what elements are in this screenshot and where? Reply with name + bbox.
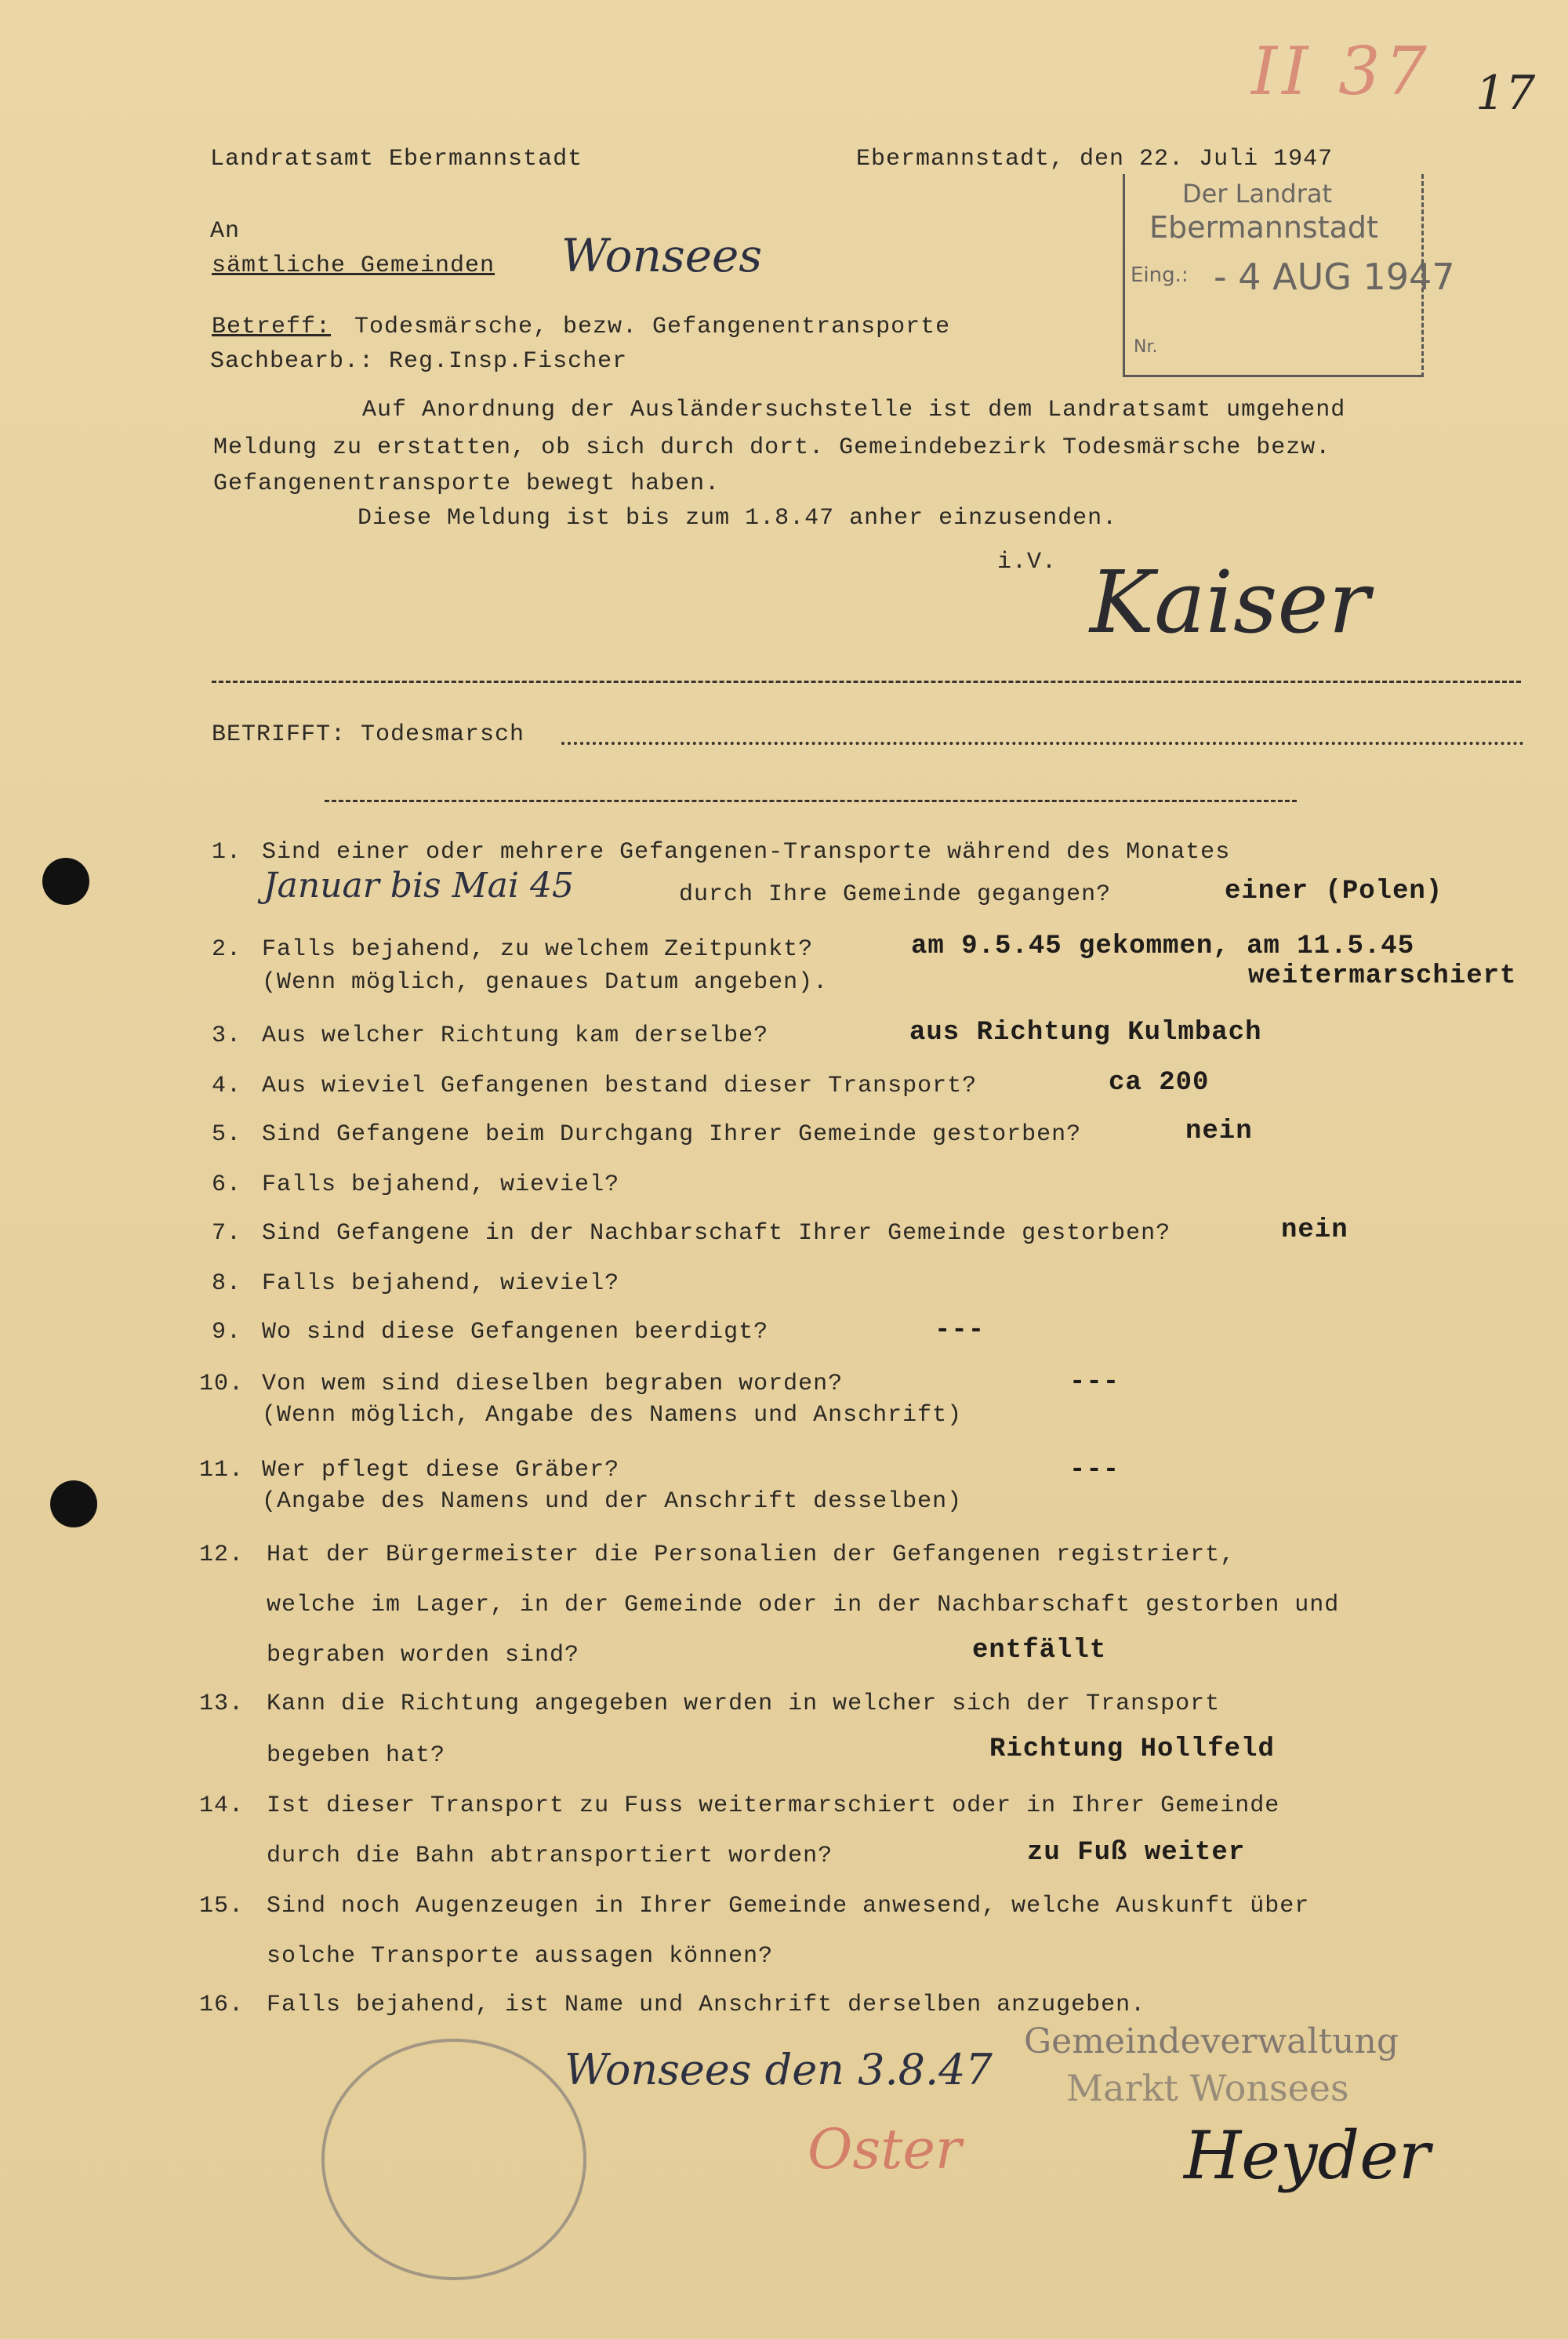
- body-iv: i.V.: [997, 549, 1058, 576]
- separator-line: [212, 681, 1521, 683]
- q3-answer: aus Richtung Kulmbach: [909, 1018, 1262, 1048]
- sender: Landratsamt Ebermannstadt: [210, 146, 583, 173]
- q7-num: 7.: [212, 1220, 242, 1247]
- q8-num: 8.: [212, 1270, 242, 1297]
- received-stamp-line1: Der Landrat: [1182, 179, 1332, 209]
- q11-text: Wer pflegt diese Gräber?: [262, 1457, 620, 1484]
- q11-text2: (Angabe des Namens und der Anschrift desselben): [262, 1488, 963, 1515]
- mayor-signature: Heyder: [1184, 2117, 1431, 2194]
- body-para1-line2: Meldung zu erstatten, ob sich durch dort. Gemeindebezirk Todesmärsche bezw.: [213, 434, 1331, 461]
- q3-text: Aus welcher Richtung kam derselbe?: [262, 1022, 769, 1049]
- q4-text: Aus wieviel Gefangenen bestand dieser Transport?: [262, 1073, 978, 1099]
- received-stamp-line2: Ebermannstadt: [1149, 210, 1378, 245]
- subject-label: Betreff:: [212, 314, 332, 340]
- q10-answer: ---: [1069, 1367, 1120, 1397]
- q2-answer: am 9.5.45 gekommen, am 11.5.45: [911, 932, 1415, 961]
- q10-num: 10.: [199, 1371, 245, 1397]
- q1-answer: einer (Polen): [1225, 877, 1443, 906]
- q13-num: 13.: [199, 1691, 245, 1717]
- office-stamp-line1: Gemeindeverwaltung: [1024, 2021, 1399, 2061]
- subject-text: Todesmärsche, bezw. Gefangenentransporte: [354, 314, 951, 340]
- q2-text2: (Wenn möglich, genaues Datum angeben).: [262, 969, 829, 996]
- q3-num: 3.: [212, 1022, 242, 1049]
- municipal-seal: [321, 2039, 586, 2280]
- q1-text: Sind einer oder mehrere Gefangenen-Transporte während des Monates: [262, 839, 1231, 866]
- q1-text2: durch Ihre Gemeinde gegangen?: [679, 881, 1112, 908]
- q10-text2: (Wenn möglich, Angabe des Namens und Anschrift): [262, 1402, 963, 1429]
- q2-answer2: weitermarschiert: [1248, 961, 1517, 991]
- q16-text: Falls bejahend, ist Name und Anschrift derselben anzugeben.: [267, 1992, 1146, 2018]
- q15-text: Sind noch Augenzeugen in Ihrer Gemeinde anwesend, welche Auskunft über: [267, 1893, 1310, 1920]
- received-stamp-date: - 4 AUG 1947: [1214, 256, 1455, 298]
- q12-num: 12.: [199, 1542, 245, 1568]
- office-stamp-line2: Markt Wonsees: [1066, 2067, 1349, 2109]
- q14-text: Ist dieser Transport zu Fuss weitermarschiert oder in Ihrer Gemeinde: [267, 1792, 1280, 1819]
- q5-num: 5.: [212, 1121, 242, 1148]
- q10-text: Von wem sind dieselben begraben worden?: [262, 1371, 844, 1397]
- received-stamp-prefix: Eing.:: [1131, 263, 1189, 287]
- q16-num: 16.: [199, 1992, 245, 2018]
- q12-text: Hat der Bürgermeister die Personalien der Gefangenen registriert,: [267, 1542, 1236, 1568]
- q14-num: 14.: [199, 1792, 245, 1819]
- place-date: Ebermannstadt, den 22. Juli 1947: [856, 146, 1334, 173]
- q2-num: 2.: [212, 936, 242, 963]
- q4-num: 4.: [212, 1073, 242, 1099]
- body-para1-line1: Auf Anordnung der Ausländersuchstelle ist dem Landratsamt umgehend: [362, 397, 1346, 423]
- q12-answer: entfällt: [972, 1636, 1107, 1665]
- recipient-handwritten: Wonsees: [561, 229, 763, 282]
- heading-dots: [561, 742, 1524, 745]
- q15-num: 15.: [199, 1893, 245, 1920]
- q8-text: Falls bejahend, wieviel?: [262, 1270, 620, 1297]
- q11-answer: ---: [1069, 1455, 1120, 1485]
- q11-num: 11.: [199, 1457, 245, 1484]
- q7-text: Sind Gefangene in der Nachbarschaft Ihrer Gemeinde gestorben?: [262, 1220, 1171, 1247]
- form-heading: BETRIFFT: Todesmarsch: [212, 721, 525, 748]
- body-para1-line3: Gefangenentransporte bewegt haben.: [213, 470, 720, 497]
- heading-rule: [325, 800, 1297, 802]
- page-number: 17: [1475, 66, 1536, 121]
- q15-text2: solche Transporte aussagen können?: [267, 1943, 774, 1970]
- q6-text: Falls bejahend, wieviel?: [262, 1171, 620, 1198]
- punch-hole-bottom: [50, 1480, 97, 1527]
- body-para2: Diese Meldung ist bis zum 1.8.47 anher einzusenden.: [358, 505, 1118, 532]
- q9-num: 9.: [212, 1319, 242, 1346]
- q13-text: Kann die Richtung angegeben werden in welcher sich der Transport: [267, 1691, 1221, 1717]
- q9-answer: ---: [935, 1316, 985, 1346]
- clerk: Sachbearb.: Reg.Insp.Fischer: [210, 348, 628, 375]
- place-date-handwritten: Wonsees den 3.8.47: [564, 2045, 993, 2094]
- q4-answer: ca 200: [1109, 1068, 1210, 1098]
- q1-handwritten: Januar bis Mai 45: [263, 866, 574, 906]
- q13-answer: Richtung Hollfeld: [989, 1734, 1275, 1764]
- archive-mark: II 37: [1251, 33, 1432, 110]
- q14-answer: zu Fuß weiter: [1027, 1838, 1246, 1868]
- q5-answer: nein: [1185, 1117, 1253, 1146]
- q12-text2: welche im Lager, in der Gemeinde oder in der Nachbarschaft gestorben und: [267, 1592, 1340, 1618]
- q14-text2: durch die Bahn abtransportiert worden?: [267, 1843, 833, 1869]
- q6-num: 6.: [212, 1171, 242, 1198]
- q2-text: Falls bejahend, zu welchem Zeitpunkt?: [262, 936, 814, 963]
- punch-hole-top: [42, 858, 89, 905]
- received-stamp-footer: Nr.: [1134, 337, 1158, 357]
- recipient-line1: An: [210, 218, 241, 245]
- q1-num: 1.: [212, 839, 242, 866]
- q13-text2: begeben hat?: [267, 1742, 446, 1769]
- red-signature: Oster: [808, 2117, 962, 2181]
- q5-text: Sind Gefangene beim Durchgang Ihrer Gemeinde gestorben?: [262, 1121, 1082, 1148]
- recipient-line2: sämtliche Gemeinden: [212, 252, 495, 279]
- q12-text3: begraben worden sind?: [267, 1642, 580, 1669]
- q9-text: Wo sind diese Gefangenen beerdigt?: [262, 1319, 769, 1346]
- q7-answer: nein: [1281, 1215, 1348, 1245]
- official-signature: Kaiser: [1090, 552, 1370, 652]
